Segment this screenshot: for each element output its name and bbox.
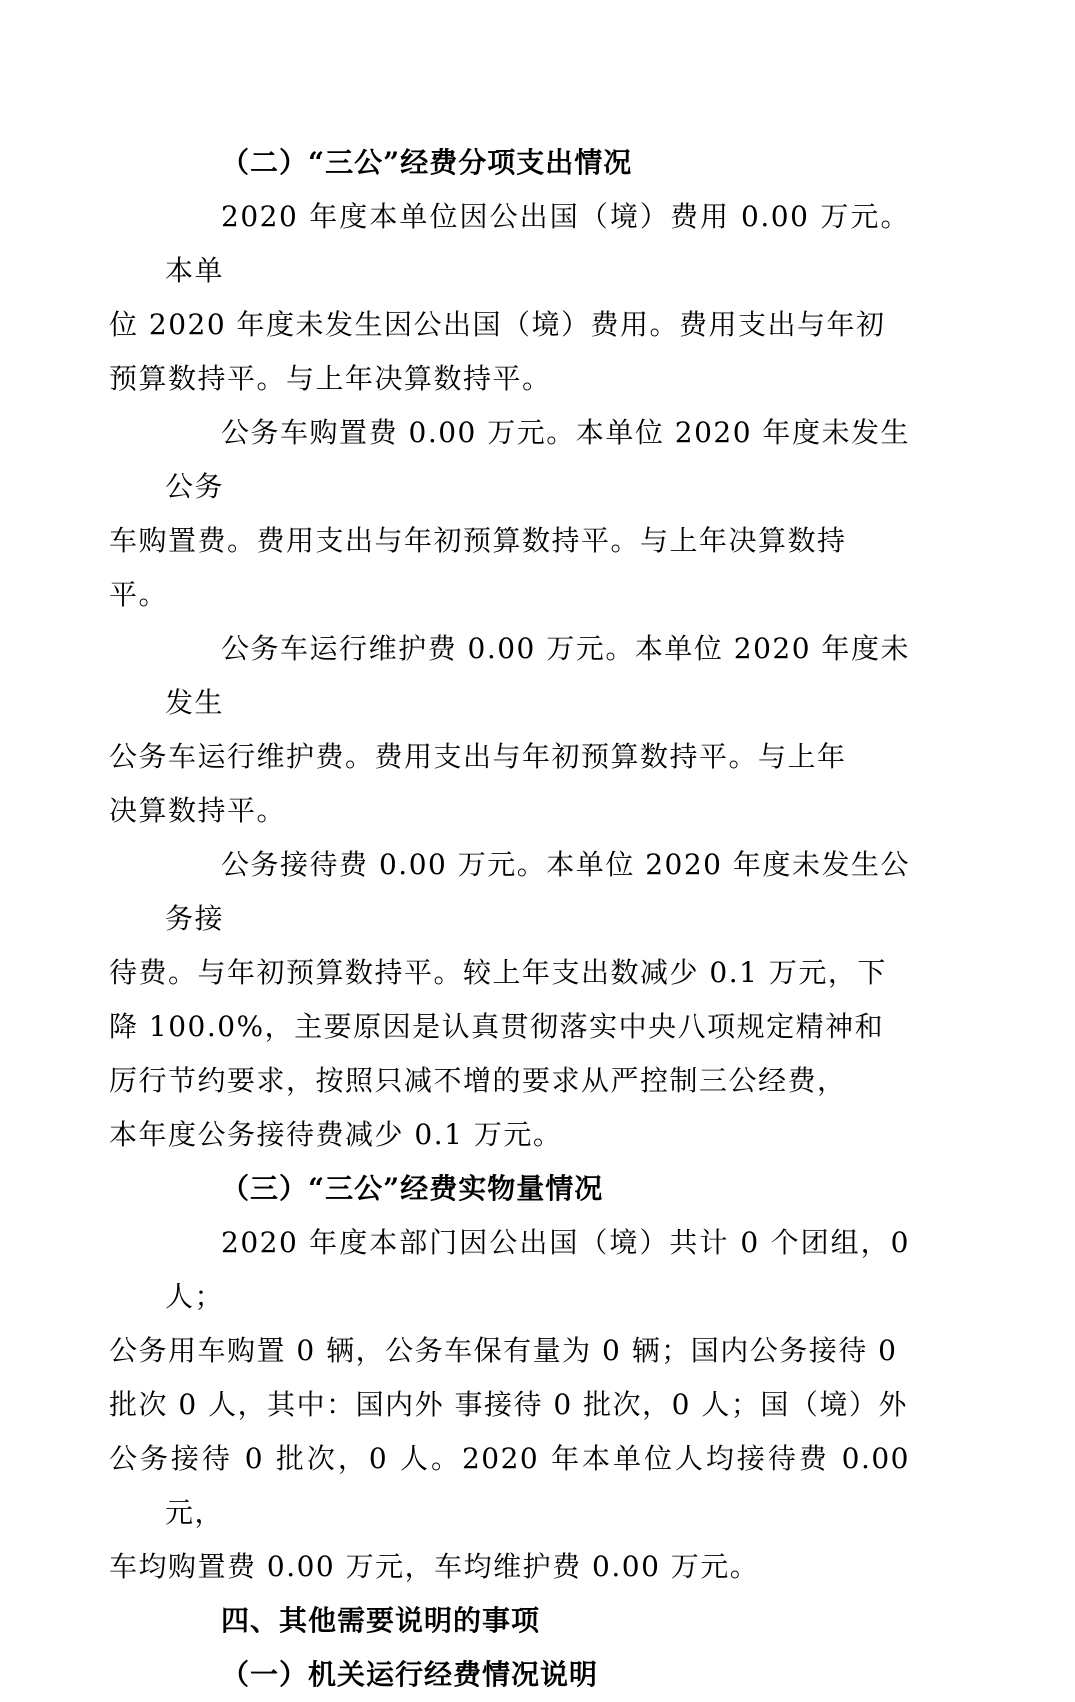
paragraph-reception [109, 838, 910, 1162]
section-heading-other-matters: 四、其他需要说明的事项 [221, 1604, 541, 1637]
text-line: 本年度公务接待费减少 0.1 万元。 [109, 1118, 563, 1151]
paragraph-vehicle-maintenance [109, 622, 910, 838]
document-page [109, 136, 910, 1702]
section-heading-three-public-items: （二）“三公”经费分项支出情况 [221, 146, 633, 179]
text-line: 批次 0 人，其中：国内外 事接待 0 批次，0 人；国（境）外 [109, 1388, 908, 1421]
text-line: 公务用车购置 0 辆，公务车保有量为 0 辆；国内公务接待 0 [109, 1334, 898, 1367]
text-line: 公务车购置费 0.00 万元。本单位 2020 年度未发生公务 [165, 416, 910, 503]
text-line: 2020 年度本部门因公出国（境）共计 0 个团组，0 人； [165, 1226, 910, 1313]
text-line: 公务车运行维护费 0.00 万元。本单位 2020 年度未发生 [165, 632, 910, 719]
text-line: 厉行节约要求，按照只减不增的要求从严控制三公经费， [109, 1064, 847, 1097]
paragraph-physical-quantity [109, 1216, 910, 1594]
text-line: 位 2020 年度未发生因公出国（境）费用。费用支出与年初 [109, 308, 886, 341]
text-line: 待费。与年初预算数持平。较上年支出数减少 0.1 万元，下 [109, 956, 887, 989]
text-line: 公务接待费 0.00 万元。本单位 2020 年度未发生公务接 [165, 848, 910, 935]
text-line: 降 100.0%，主要原因是认真贯彻落实中央八项规定精神和 [109, 1010, 885, 1043]
paragraph-overseas-travel [109, 190, 910, 406]
text-line: 车均购置费 0.00 万元，车均维护费 0.00 万元。 [109, 1550, 760, 1583]
text-line: 预算数持平。与上年决算数持平。 [109, 362, 552, 395]
text-line: 决算数持平。 [109, 794, 287, 827]
text-line: 平。 [109, 578, 169, 611]
section-heading-operating-expenses: （一）机关运行经费情况说明 [221, 1658, 599, 1691]
text-line: 车购置费。费用支出与年初预算数持平。与上年决算数持 [109, 524, 847, 557]
text-line: 公务车运行维护费。费用支出与年初预算数持平。与上年 [109, 740, 847, 773]
paragraph-vehicle-purchase [109, 406, 910, 622]
section-heading-physical-quantity: （三）“三公”经费实物量情况 [221, 1172, 604, 1205]
text-line: 2020 年度本单位因公出国（境）费用 0.00 万元。本单 [165, 200, 910, 287]
text-line: 公务接待 0 批次，0 人。2020 年本单位人均接待费 0.00 元， [109, 1442, 910, 1529]
